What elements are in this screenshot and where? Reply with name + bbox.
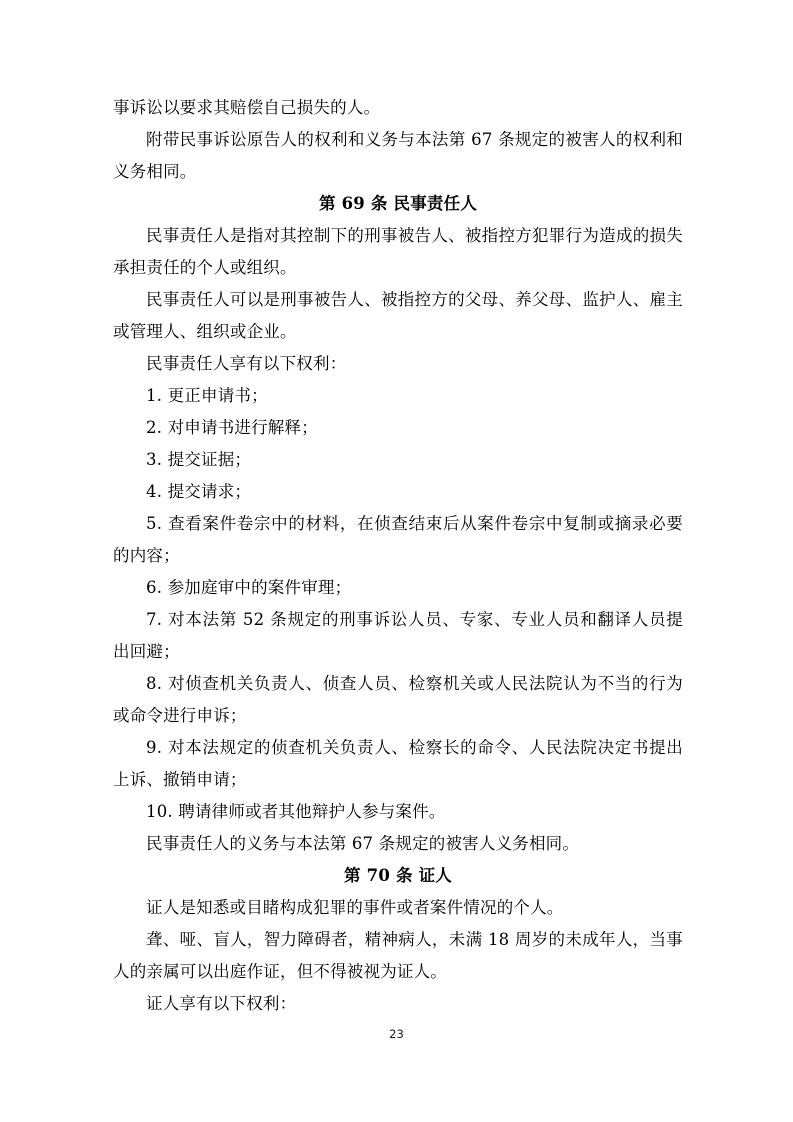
paragraph: 1. 更正申请书； xyxy=(146,386,268,405)
article-heading: 第 69 条 民事责任人 xyxy=(318,194,478,213)
paragraph: 民事责任人享有以下权利： xyxy=(146,354,347,373)
article-heading: 第 70 条 证人 xyxy=(344,866,452,885)
paragraph: 证人是知悉或目睹构成犯罪的事件或者案件情况的个人。 xyxy=(146,898,564,917)
page-footer xyxy=(0,1026,793,1042)
document-body xyxy=(113,92,683,1020)
paragraph: 8. 对侦查机关负责人、侦查人员、检察机关或人民法院认为不当的行为或命令进行申诉； xyxy=(113,674,683,725)
page-number: 23 xyxy=(389,1027,404,1041)
paragraph: 4. 提交请求； xyxy=(146,482,252,501)
paragraph: 3. 提交证据； xyxy=(146,450,252,469)
paragraph: 7. 对本法第 52 条规定的刑事诉讼人员、专家、专业人员和翻译人员提出回避； xyxy=(113,610,683,661)
paragraph: 9. 对本法规定的侦查机关负责人、检察长的命令、人民法院决定书提出上诉、撤销申请； xyxy=(113,738,683,789)
paragraph: 6. 参加庭审中的案件审理； xyxy=(146,578,352,597)
paragraph: 10. 聘请律师或者其他辩护人参与案件。 xyxy=(146,802,446,821)
paragraph: 民事责任人是指对其控制下的刑事被告人、被指控方犯罪行为造成的损失承担责任的个人或组织。 xyxy=(113,226,683,277)
paragraph: 5. 查看案件卷宗中的材料，在侦查结束后从案件卷宗中复制或摘录必要的内容； xyxy=(113,514,683,565)
paragraph: 聋、哑、盲人，智力障碍者，精神病人，未满 18 周岁的未成年人，当事人的亲属可以出庭作证，但不得被视为证人。 xyxy=(113,930,683,981)
paragraph: 民事责任人可以是刑事被告人、被指控方的父母、养父母、监护人、雇主或管理人、组织或企业。 xyxy=(113,290,683,341)
paragraph: 民事责任人的义务与本法第 67 条规定的被害人义务相同。 xyxy=(146,834,580,853)
paragraph: 事诉讼以要求其赔偿自己损失的人。 xyxy=(113,98,381,117)
paragraph: 2. 对申请书进行解释； xyxy=(146,418,318,437)
paragraph: 证人享有以下权利： xyxy=(146,994,297,1013)
paragraph: 附带民事诉讼原告人的权利和义务与本法第 67 条规定的被害人的权利和义务相同。 xyxy=(113,130,683,181)
